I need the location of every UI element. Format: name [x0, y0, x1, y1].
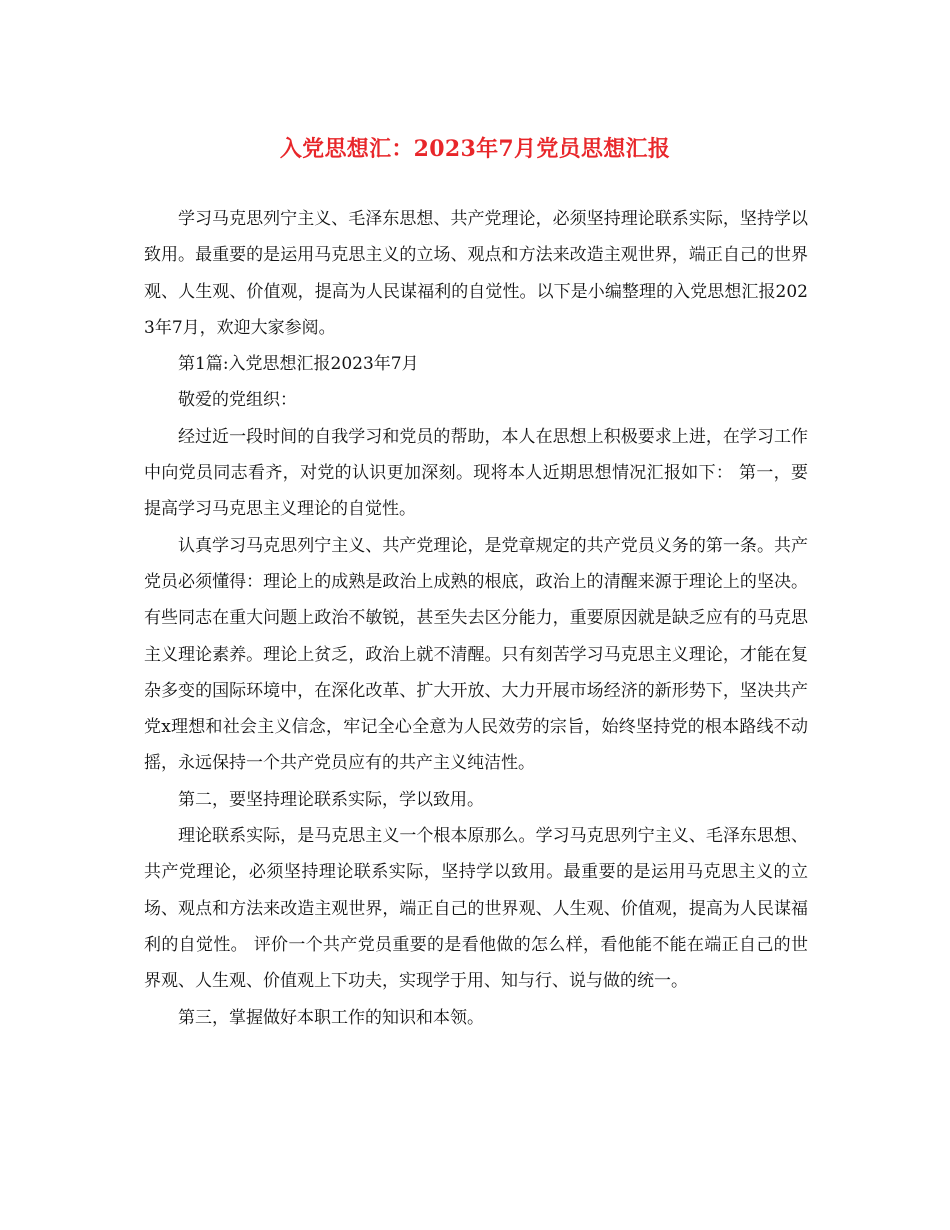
paragraph-third-point: 第三，掌握做好本职工作的知识和本领。 — [178, 1007, 484, 1028]
paragraph-salutation: 敬爱的党组织： — [178, 390, 297, 411]
paragraph-second-point: 第二，要坚持理论联系实际，学以致用。 — [178, 789, 484, 810]
paragraph-theory-study: 认真学习马克思列宁主义、共产党理论，是党章规定的共产党员义务的第一条。共产党员必须懂得：理论上的成熟是政治上成熟的根底，政治上的清醒来源于理论上的坚决。有些同志在重大问题上政治不敏锐，甚至失去区分能力，重要原因就是缺乏应有的马克思主义理论素养。理论上贫乏，政治上就不清醒。只有刻苦学习马克思主义理论，才能在复杂多变的国际环境中，在深化改革、扩大开放、大力开展市场经济的新形势下，坚决共产党x理想和社会主义信念，牢记全心全意为人民效劳的宗旨，始终坚持党的根本路线不动摇，永远保持一个共产党员应有的共产主义纯洁性。 — [144, 535, 808, 774]
document-body — [144, 201, 808, 1036]
paragraph-theory-practice: 理论联系实际，是马克思主义一个根本原那么。学习马克思列宁主义、毛泽东思想、共产党理论，必须坚持理论联系实际，坚持学以致用。最重要的是运用马克思主义的立场、观点和方法来改造主观世界，端正自己的世界观、人生观、价值观，提高为人民谋福利的自觉性。 评价一个共产党员重要的是看他做的怎么样，看他能不能在端正自己的世界观、人生观、价值观上下功夫，实现学于用、知与行、说与做的统一。 — [144, 826, 808, 992]
document-title: 入党思想汇：2023年7月党员思想汇报 — [279, 136, 671, 162]
paragraph-intro: 学习马克思列宁主义、毛泽东思想、共产党理论，必须坚持理论联系实际，坚持学以致用。最重要的是运用马克思主义的立场、观点和方法来改造主观世界，端正自己的世界观、人生观、价值观，提高为人民谋福利的自觉性。以下是小编整理的入党思想汇报2023年7月，欢迎大家参阅。 — [144, 209, 808, 338]
paragraph-article-heading: 第1篇:入党思想汇报2023年7月 — [178, 354, 419, 375]
paragraph-overview: 经过近一段时间的自我学习和党员的帮助，本人在思想上积极要求上进，在学习工作中向党员同志看齐，对党的认识更加深刻。现将本人近期思想情况汇报如下： 第一，要提高学习马克思主义理论的自觉性。 — [144, 426, 808, 520]
